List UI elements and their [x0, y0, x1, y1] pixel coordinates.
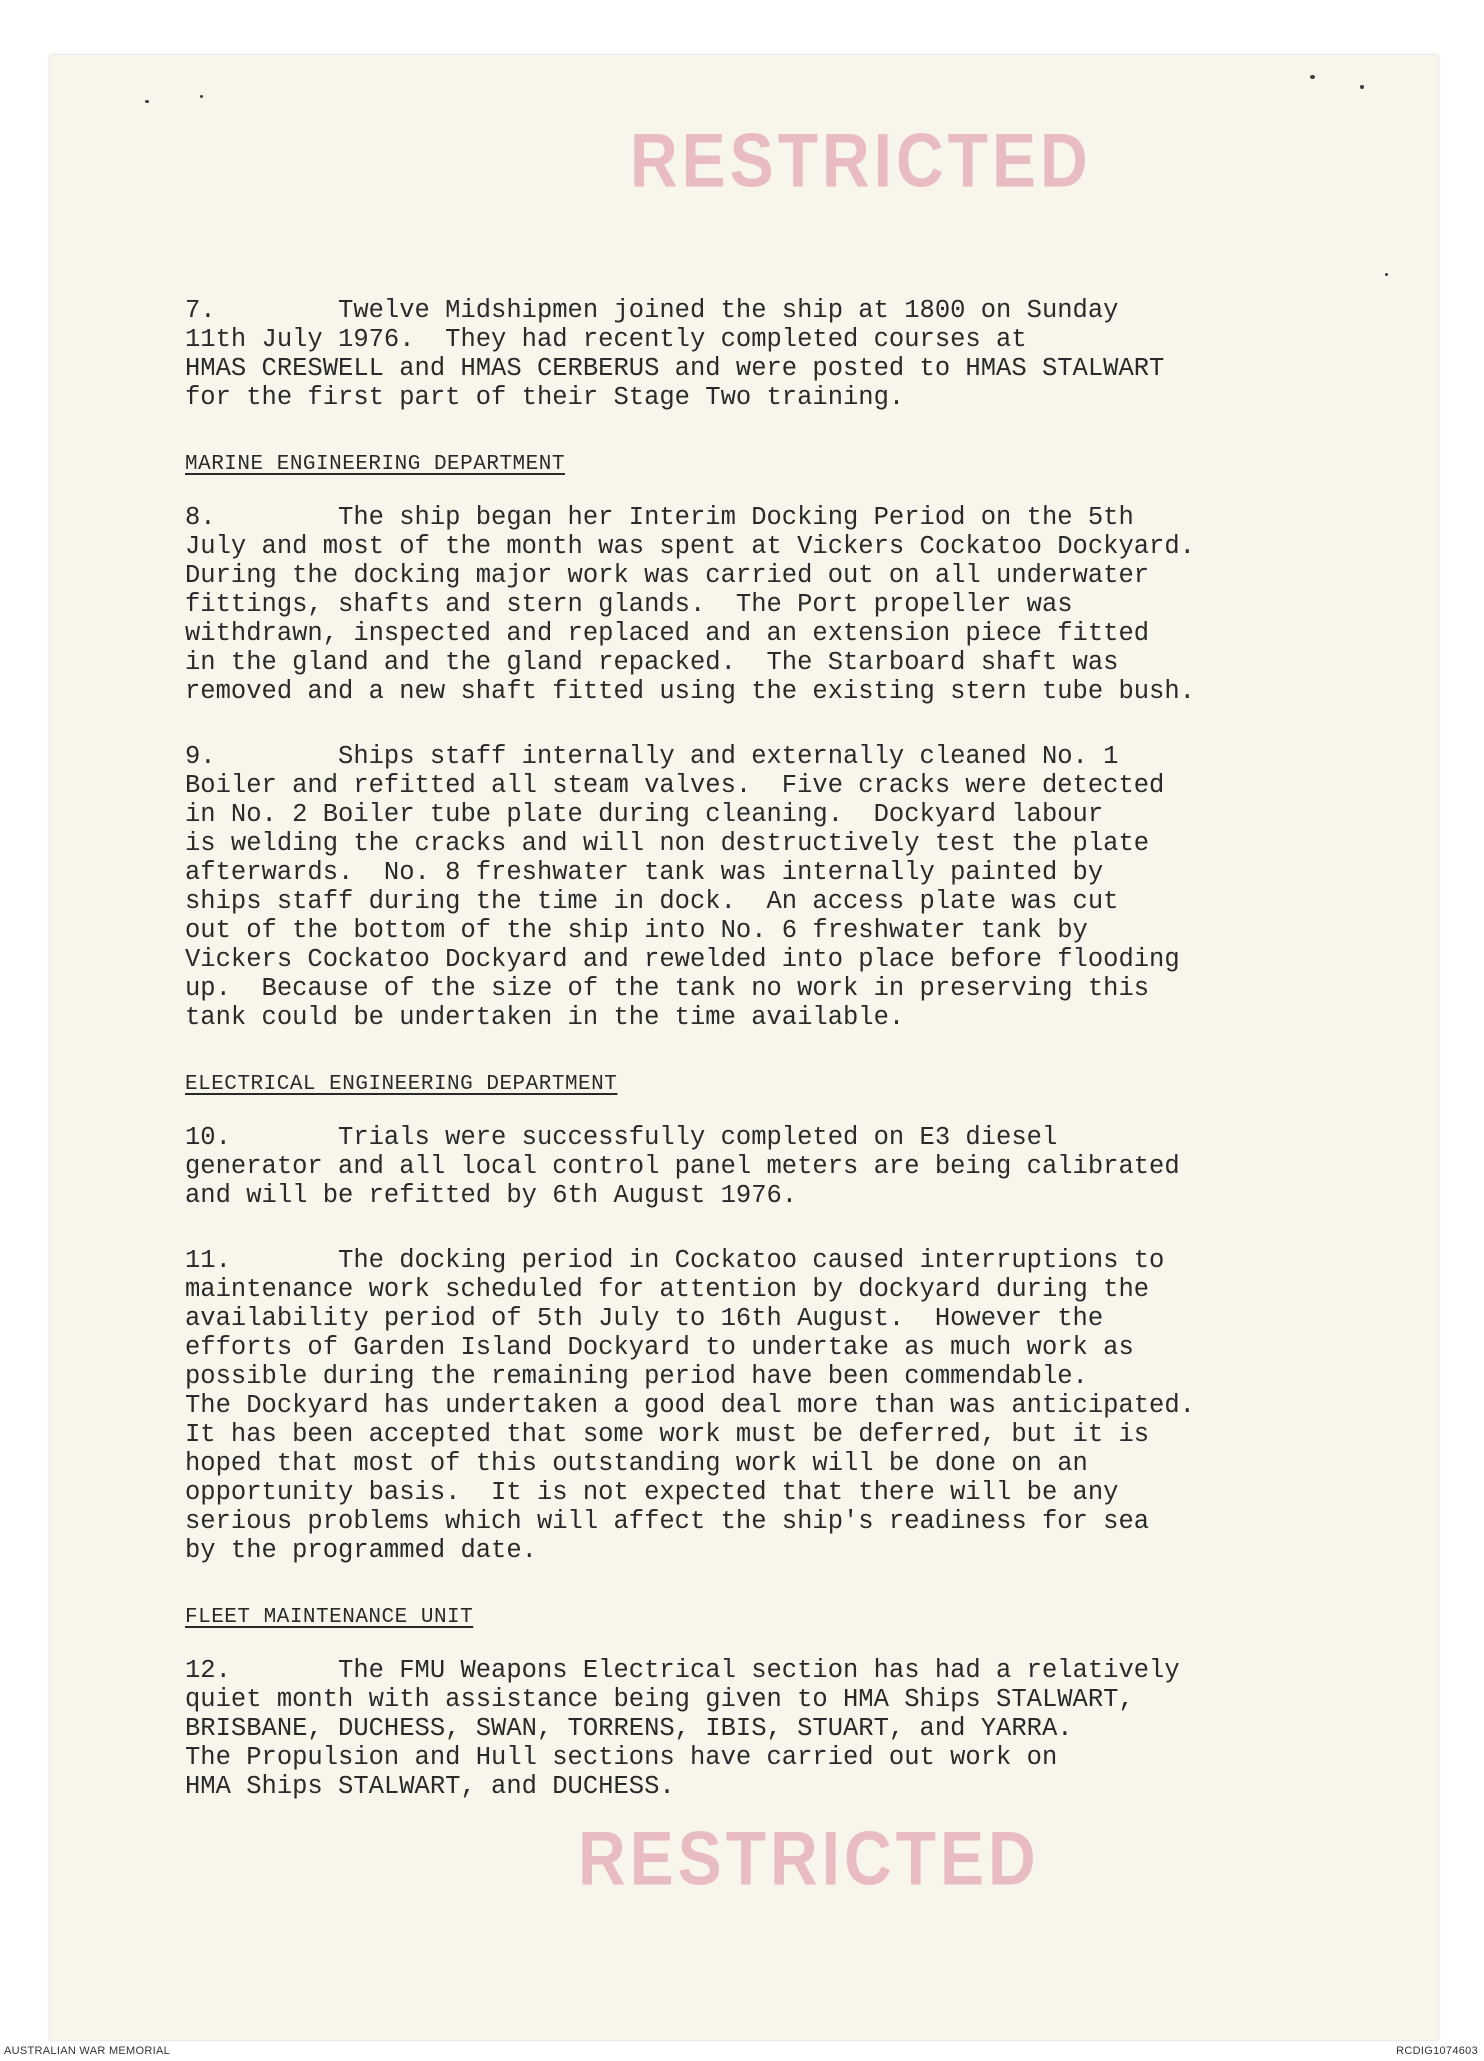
restricted-stamp-top: RESTRICTED — [630, 117, 1092, 203]
ink-speck — [1385, 273, 1388, 276]
heading-electrical-engineering: ELECTRICAL ENGINEERING DEPARTMENT — [185, 1073, 618, 1096]
ink-speck — [145, 100, 149, 103]
paragraph-12: 12. The FMU Weapons Electrical section has had a relatively quiet month with assistance being given to HMA Ships STALWART, BRISBANE, DUCHESS, SWAN, TORRENS, IBIS, STUART, and YARRA. The Propulsion and Hull sections have carried out work on HMA Ships STALWART, and DUCHESS. — [185, 1656, 1180, 1801]
ink-speck — [1360, 85, 1364, 89]
ink-speck — [1310, 75, 1315, 79]
paragraph-9: 9. Ships staff internally and externally cleaned No. 1 Boiler and refitted all steam valves. Five cracks were detected in No. 2 Boiler tube plate during cleaning. Dockyard labour is welding the cracks and will non destructively test the plate afterwards. No. 8 freshwater tank was internally painted by ships staff during the time in dock. An access plate was cut out of the bottom of the ship into No. 6 freshwater tank by Vickers Cockatoo Dockyard and rewelded into place before flooding up. Because of the size of the tank no work in preserving this tank could be undertaken in the time available. — [185, 742, 1180, 1032]
paragraph-8: 8. The ship began her Interim Docking Period on the 5th July and most of the month was spent at Vickers Cockatoo Dockyard. During the docking major work was carried out on all underwater fittings, shafts and stern glands. The Port propeller was withdrawn, inspected and replaced and an extension piece fitted in the gland and the gland repacked. The Starboard shaft was removed and a new shaft fitted using the existing stern tube bush. — [185, 503, 1195, 706]
ink-speck — [200, 95, 203, 98]
paragraph-7: 7. Twelve Midshipmen joined the ship at 1800 on Sunday 11th July 1976. They had recently completed courses at HMAS CRESWELL and HMAS CERBERUS and were posted to HMAS STALWART for the first part of their Stage Two training. — [185, 296, 1165, 412]
footer-archive-name: AUSTRALIAN WAR MEMORIAL — [4, 2045, 171, 2057]
paragraph-10: 10. Trials were successfully completed on E3 diesel generator and all local control panel meters are being calibrated and will be refitted by 6th August 1976. — [185, 1123, 1180, 1210]
heading-marine-engineering: MARINE ENGINEERING DEPARTMENT — [185, 453, 565, 476]
restricted-stamp-bottom: RESTRICTED — [578, 1815, 1040, 1901]
heading-fleet-maintenance: FLEET MAINTENANCE UNIT — [185, 1606, 474, 1629]
document-body — [185, 296, 1295, 1801]
paragraph-11: 11. The docking period in Cockatoo caused interruptions to maintenance work scheduled for attention by dockyard during the availability period of 5th July to 16th August. However the efforts of Garden Island Dockyard to undertake as much work as possible during the remaining period have been commendable. The Dockyard has undertaken a good deal more than was anticipated. It has been accepted that some work must be deferred, but it is hoped that most of this outstanding work will be done on an opportunity basis. It is not expected that there will be any serious problems which will affect the ship's readiness for sea by the programmed date. — [185, 1246, 1195, 1565]
footer-record-id: RCDIG1074603 — [1396, 2045, 1478, 2057]
